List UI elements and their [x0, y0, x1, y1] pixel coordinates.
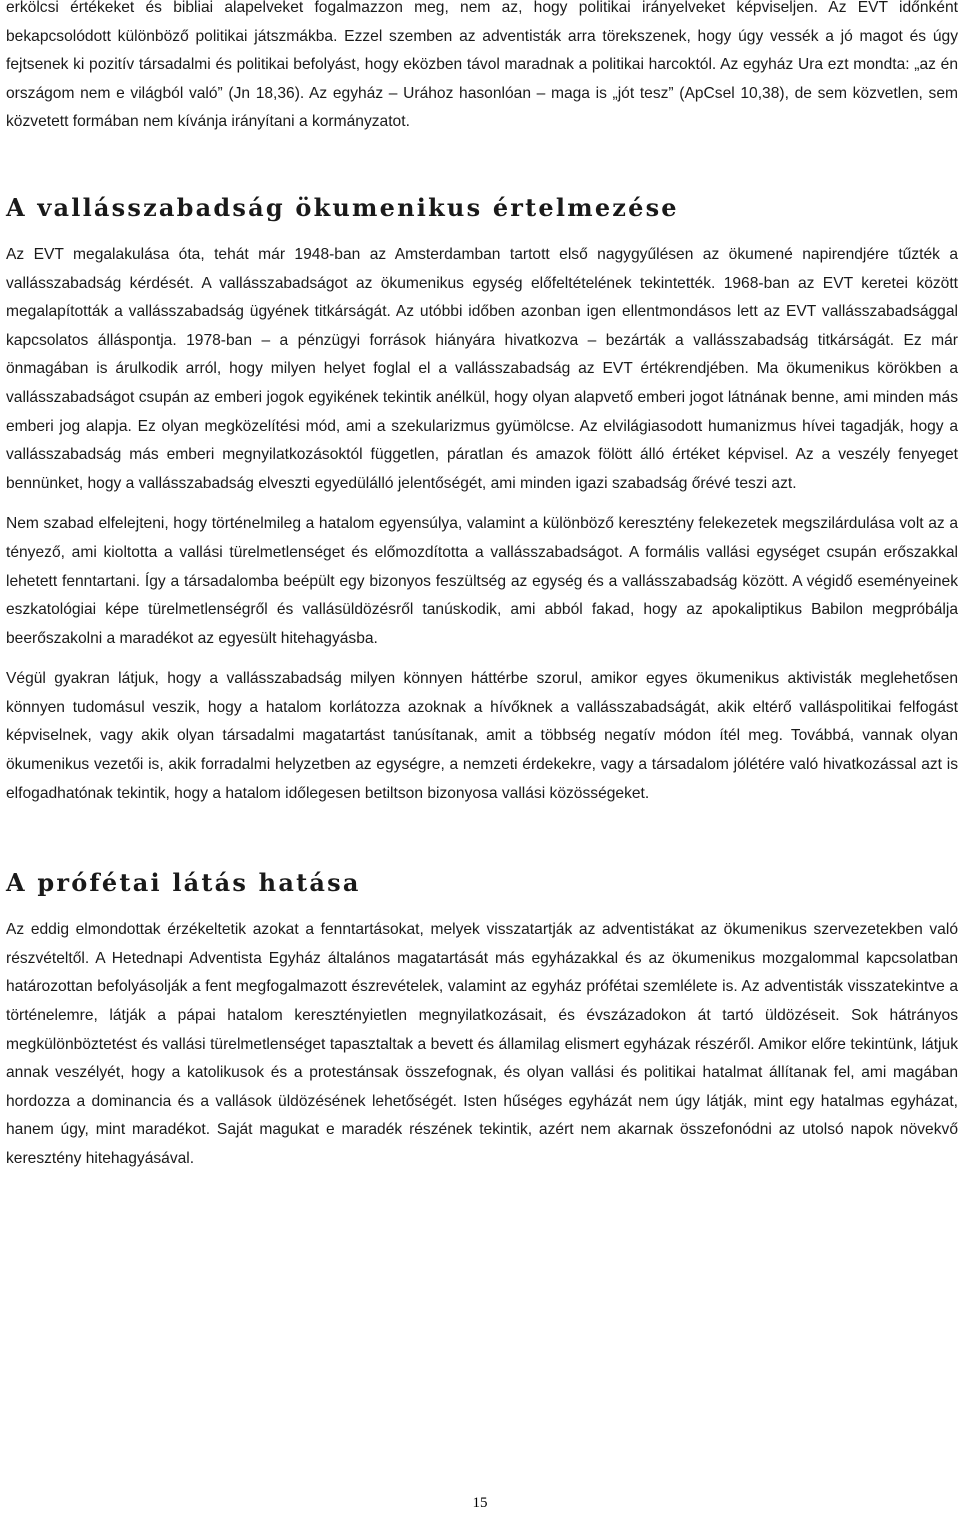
- section-heading: A prófétai látás hatása: [6, 868, 361, 898]
- page-number: 15: [472, 1495, 488, 1511]
- section-heading: A vallásszabadság ökumenikus értelmezése: [6, 192, 679, 222]
- body-paragraph: Nem szabad elfelejteni, hogy történelmileg a hatalom egyensúlya, valamint a különböző keresztény felekezetek megszilárdulása volt az a tényező, ami kioltotta a vallási türelmetlenséget és előmozdította a vallásszabadságot. A formális vallási egységet csupán erőszakkal lehetett fenntartani. Így a társadalomba beépült egy bizonyos feszültség az egység és a vallásszabadság között. A végidő eseményeinek eszkatológiai képe türelmetlenségről és vallásüldözésről tanúskodik, ami abból fakad, hogy az apokaliptikus Babilon megpróbálja beerőszakolni a maradékot az egyesült hitehagyásba.: [6, 515, 958, 647]
- body-paragraph: Az EVT megalakulása óta, tehát már 1948-ban az Amsterdamban tartott első nagygyűlésen az ökumené napirendjére tűzték a vallásszabadság kérdését. A vallásszabadságot az ökumenikus egység előfeltételének tekintették. 1968-ban az EVT keretei között megalapították a vallásszabadság ügyének titkárságát. Az utóbbi időben azonban igen ellentmondásos lett az EVT vallásszabadsággal kapcsolatos álláspontja. 1978-ban – a pénzügyi források hiányára hivatkozva – bezárták a vallásszabadság titkárságát. Ez már önmagában is árulkodik arról, hogy milyen helyet foglal el a vallásszabadság az EVT értékrendjében. Ma ökumenikus körökben a vallásszabadságot csupán az emberi jogok egyikének tekintik anélkül, hogy olyan alapvető emberi jogot látnának benne, ami minden más emberi jog alapja. Ez olyan megközelítési mód, ami a szekularizmus gyümölcse. Az elvilágiasodott humanizmus hívei tagadják, hogy a vallásszabadság más emberi megnyilatkozásoktól független, páratlan és amazok fölött álló értéket képvisel. Az a veszély fenyeget bennünket, hogy a vallásszabadság elveszti egyedülálló jelentőségét, ami minden igazi szabadság őrévé teszi azt.: [6, 245, 958, 492]
- body-paragraph: Végül gyakran látjuk, hogy a vallásszabadság milyen könnyen háttérbe szorul, amikor egyes ökumenikus aktivisták meglehetősen könnyen tudomásul veszik, hogy a hatalom korlátozza azoknak a hívőknek a vallásszabadságát, akik eltérő valláspolitikai felfogást képviselnek, vagy akik olyan társadalmi magatartást tanúsítanak, amit a többség negatív módon ítél meg. Továbbá, vannak olyan ökumenikus vezetői is, akik forradalmi helyzetben az egységre, a nemzeti érdekekre, vagy a társadalom jólétére való hivatkozással azt is elfogadhatónak tekintik, hogy a hatalom időlegesen betiltson bizonyosa vallási közösségeket.: [6, 670, 958, 802]
- body-paragraph: erkölcsi értékeket és bibliai alapelveket fogalmazzon meg, nem az, hogy politikai irányelveket képviseljen. Az EVT időnként bekapcsolódott különböző politikai játszmákba. Ezzel szemben az adventisták arra törekszenek, hogy úgy vessék a jó magot és úgy fejtsenek ki pozitív társadalmi és politikai befolyást, hogy eközben távol maradnak a politikai harcoktól. Az egyház Ura ezt mondta: „az én országom nem e világból való” (Jn 18,36). Az egyház – Urához hasonlóan – maga is „jót tesz” (ApCsel 10,38), de sem közvetlen, sem közvetett formában nem kívánja irányítani a kormányzatot.: [6, 0, 958, 131]
- body-paragraph: Az eddig elmondottak érzékeltetik azokat a fenntartásokat, melyek visszatartják az adventistákat az ökumenikus szervezetekben való részvételtől. A Hetednapi Adventista Egyház általános magatartását más egyházakkal és az ökumenikus mozgalommal kapcsolatban határozottan befolyásolják a fent megfogalmazott észrevételek, valamint az egyház prófétai szemlélete is. Az adventisták visszatekintve a történelemre, látják a pápai hatalom keresztényietlen megnyilatkozásait, és évszázadokon át tartó üldözéseit. Sok hátrányos megkülönböztetést és vallási türelmetlenséget tapasztaltak a bevett és államilag elismert egyházak részéről. Amikor előre tekintünk, látjuk annak veszélyét, hogy a katolikusok és a protestánsak összefognak, és olyan vallási és politikai hatalmat állítanak fel, ami magában hordozza a dominancia és a vallások üldözésének lehetőségét. Isten hűséges egyházát nem úgy látják, mint egy hatalmas egyházat, hanem úgy, mint maradékot. Saját magukat e maradék részének tekintik, azért nem akarnak összefonódni az utolsó napok növekvő keresztény hitehagyásával.: [6, 921, 958, 1167]
